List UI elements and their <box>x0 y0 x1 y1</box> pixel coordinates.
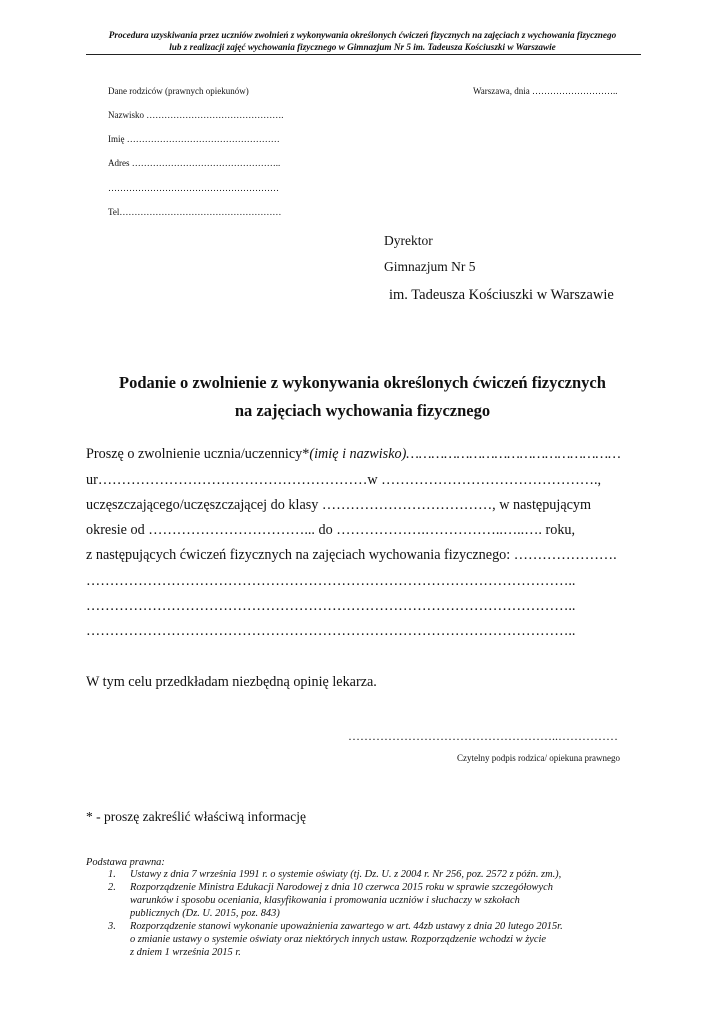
body-line-1 <box>86 446 621 463</box>
legal-item-2-line-3: publicznych (Dz. U. 2015, poz. 843) <box>130 908 280 919</box>
parent-address-field-2: ………………………………………………… <box>108 183 279 193</box>
recipient-line-2: Gimnazjum Nr 5 <box>384 259 476 274</box>
legal-item-2-line-1: Rozporządzenie Ministra Edukacji Narodowej z dnia 10 czerwca 2015 roku w sprawie szczegółowych <box>130 882 553 893</box>
body-line-1-italic: (imię i nazwisko)…………………………………………… <box>309 446 621 462</box>
signature-line: ……………………………………………..…………… <box>348 729 618 743</box>
header-line-2: lub z realizacji zajęć wychowania fizycznego w Gimnazjum Nr 5 im. Tadeusza Kościuszki w Warszawie <box>169 42 556 52</box>
body-line-5: z następujących ćwiczeń fizycznych na zajęciach wychowania fizycznego: …………………. <box>86 547 617 563</box>
signature-caption: Czytelny podpis rodzica/ opiekuna prawnego <box>457 753 620 763</box>
header-divider <box>86 54 641 55</box>
document-title-line-1: Podanie o zwolnienie z wykonywania określonych ćwiczeń fizycznych <box>119 373 606 392</box>
legal-item-3-number: 3. <box>108 921 116 932</box>
legal-item-2-number: 2. <box>108 882 116 893</box>
body-line-2: ur…………………………………………………w ………………………………………., <box>86 472 602 488</box>
recipient-line-3: im. Tadeusza Kościuszki w Warszawie <box>389 287 614 303</box>
legal-item-2-line-2: warunków i sposobu oceniania, klasyfikowania i promowania uczniów i słuchaczy w szkołach <box>130 895 520 906</box>
date-line: Warszawa, dnia ……………………….. <box>473 86 618 96</box>
body-line-8: ………………………………………………………………………………………….. <box>86 623 576 639</box>
parent-heading: Dane rodziców (prawnych opiekunów) <box>108 86 249 96</box>
document-title-line-2: na zajęciach wychowania fizycznego <box>234 401 491 420</box>
body-line-3: uczęszczającego/uczęszczającej do klasy ………………………………, w następującym <box>86 497 592 513</box>
recipient-line-1: Dyrektor <box>384 233 433 248</box>
body-line-4: okresie od ……………………………... do ……………….……………..…..…. roku, <box>86 522 576 538</box>
parent-phone-field: Tel……………………………………………… <box>108 207 282 217</box>
body-line-7: ………………………………………………………………………………………….. <box>86 598 576 614</box>
header-line-1: Procedura uzyskiwania przez uczniów zwolnień z wykonywania określonych ćwiczeń fizycznych na zajęciach z wychowania fizycznego <box>108 30 617 40</box>
parent-address-field: Adres ………………………………………….. <box>108 158 281 168</box>
body-line-1-text: Proszę o zwolnienie ucznia/uczennicy* <box>86 446 310 462</box>
legal-item-3-line-2: o zmianie ustawy o systemie oświaty oraz niektórych innych ustaw. Rozporządzenie wchodzi w życie <box>130 934 546 945</box>
parent-surname-field: Nazwisko ………………………………………. <box>108 110 284 120</box>
opinion-statement: W tym celu przedkładam niezbędną opinię lekarza. <box>86 674 377 690</box>
parent-name-field: Imię …………………………………………… <box>108 134 280 144</box>
legal-item-3-line-3: z dniem 1 września 2015 r. <box>130 947 241 958</box>
footnote: * - proszę zakreślić właściwą informację <box>86 809 307 824</box>
legal-item-3-line-1: Rozporządzenie stanowi wykonanie upoważnienia zawartego w art. 44zb ustawy z dnia 20 lutego 2015r. <box>130 921 563 932</box>
legal-heading: Podstawa prawna: <box>86 857 165 868</box>
legal-item-1-line-1: Ustawy z dnia 7 września 1991 r. o systemie oświaty (tj. Dz. U. z 2004 r. Nr 256, poz. 2572 z późn. zm.), <box>130 869 562 880</box>
legal-item-1-number: 1. <box>108 869 116 880</box>
body-line-6: ………………………………………………………………………………………….. <box>86 573 576 589</box>
